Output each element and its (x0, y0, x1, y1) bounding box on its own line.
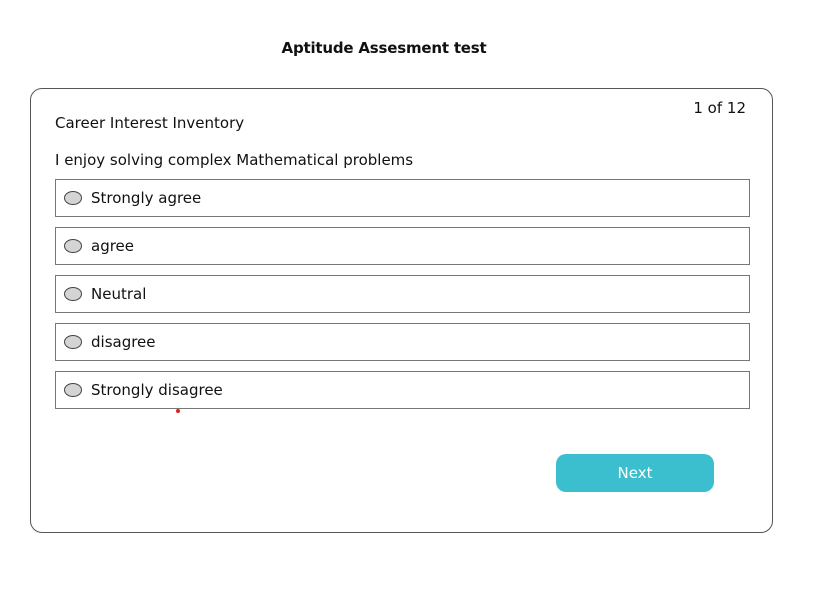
option-label: agree (91, 237, 135, 255)
radio-button[interactable] (64, 191, 82, 205)
option-label: disagree (91, 333, 156, 351)
radio-button[interactable] (64, 383, 82, 397)
section-title: Career Interest Inventory (55, 114, 245, 132)
option-label: Strongly agree (91, 189, 202, 207)
options-list (55, 179, 750, 419)
option-strongly-disagree[interactable] (55, 371, 750, 409)
option-disagree[interactable] (55, 323, 750, 361)
cursor-marker (176, 409, 180, 413)
next-button[interactable]: Next (556, 454, 714, 492)
option-strongly-agree[interactable] (55, 179, 750, 217)
option-label: Neutral (91, 285, 147, 303)
question-text: I enjoy solving complex Mathematical problems (55, 151, 414, 169)
option-neutral[interactable] (55, 275, 750, 313)
radio-button[interactable] (64, 239, 82, 253)
question-card (30, 88, 773, 533)
page-title: Aptitude Assesment test (281, 39, 487, 57)
option-agree[interactable] (55, 227, 750, 265)
radio-button[interactable] (64, 287, 82, 301)
radio-button[interactable] (64, 335, 82, 349)
option-label: Strongly disagree (91, 381, 223, 399)
question-counter: 1 of 12 (693, 99, 746, 117)
